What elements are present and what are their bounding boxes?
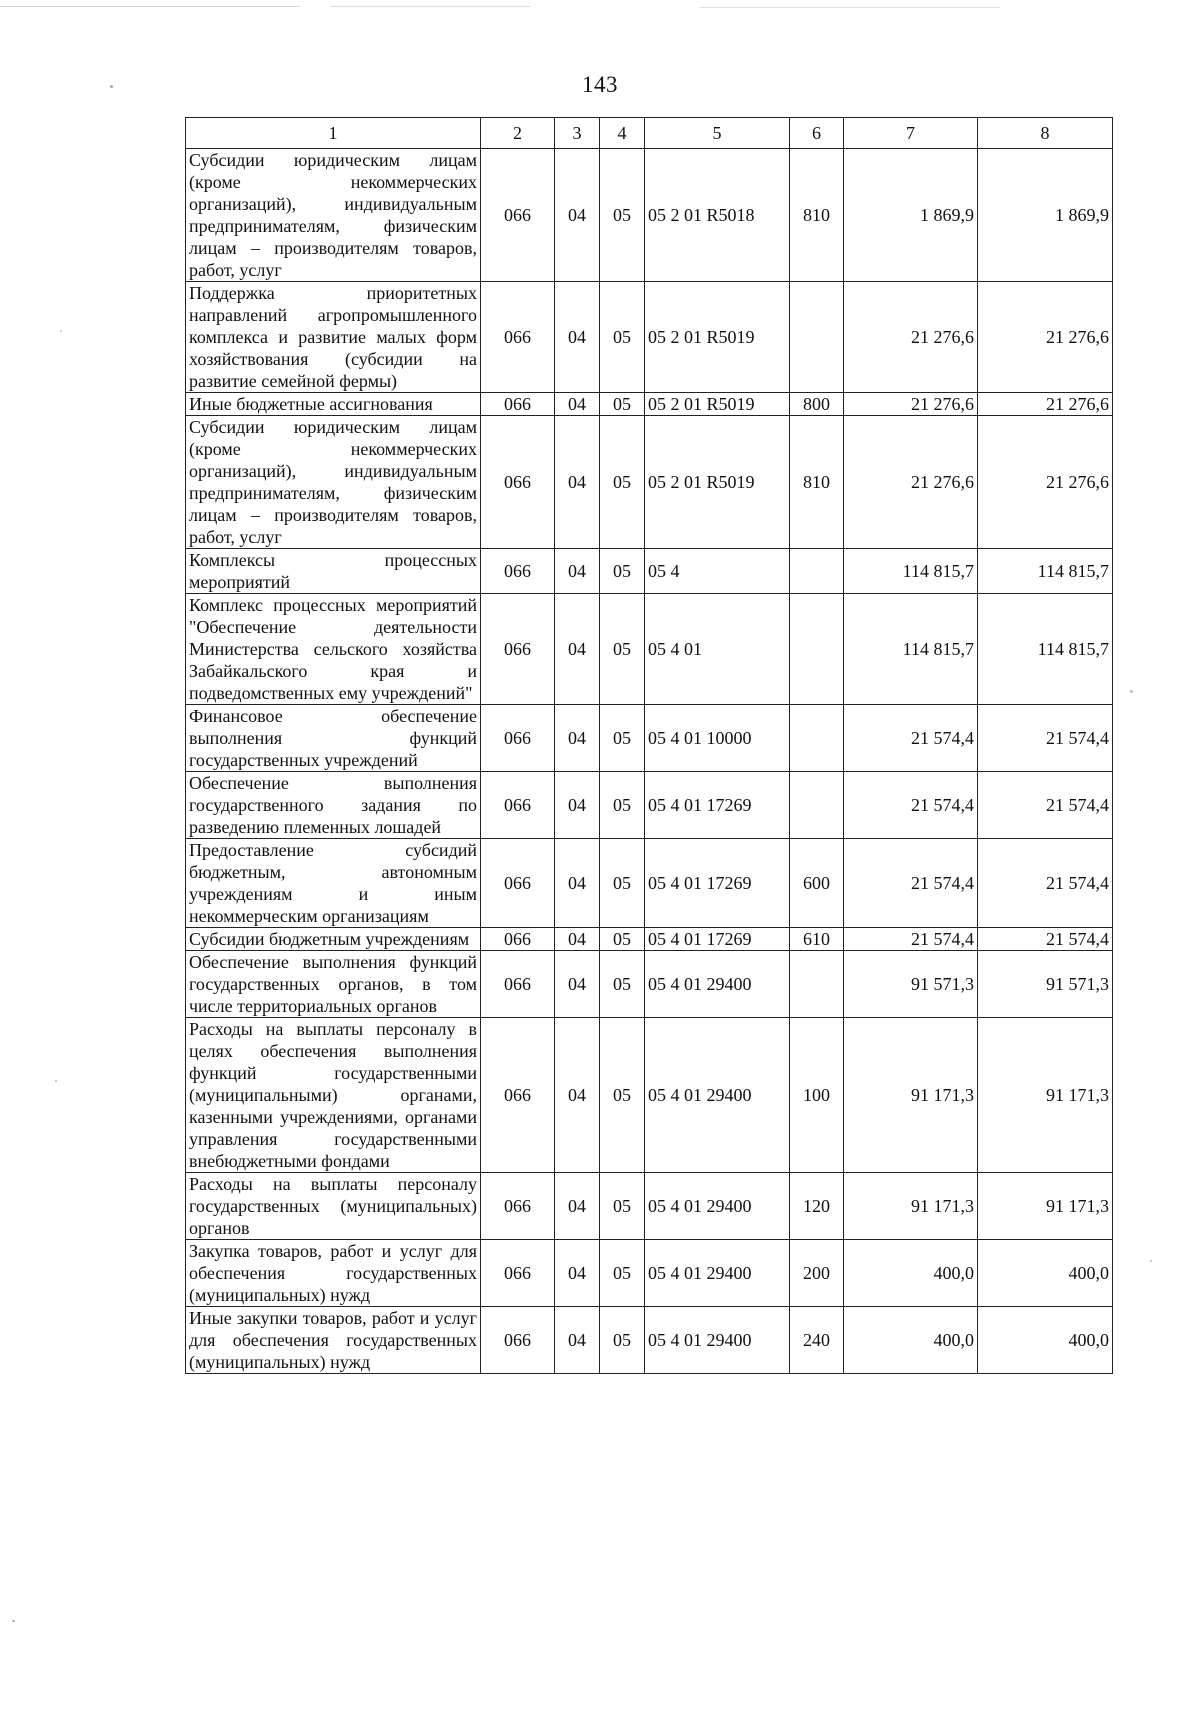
amount-col8: 21 276,6 [978, 282, 1113, 393]
section-code: 04 [555, 393, 600, 416]
expense-name: Комплекс процессных мероприятий "Обеспечение деятельности Министерства сельского хозяйства Забайкальского края и подведомственных ему учреждений" [186, 594, 481, 705]
expense-name: Комплексы процессных мероприятий [186, 549, 481, 594]
section-code: 04 [555, 839, 600, 928]
section-code: 04 [555, 705, 600, 772]
expense-name: Обеспечение выполнения функций государственных органов, в том числе территориальных органов [186, 951, 481, 1018]
section-code: 04 [555, 416, 600, 549]
expense-type-code: 800 [790, 393, 844, 416]
amount-col8: 21 574,4 [978, 839, 1113, 928]
ministry-code: 066 [481, 1018, 555, 1173]
ministry-code: 066 [481, 951, 555, 1018]
column-header: 5 [645, 118, 790, 149]
amount-col8: 114 815,7 [978, 594, 1113, 705]
scan-artifact-line [700, 7, 1000, 8]
scan-speck [12, 1620, 15, 1622]
amount-col8: 400,0 [978, 1307, 1113, 1374]
target-article-code: 05 4 01 29400 [645, 1173, 790, 1240]
budget-table [185, 117, 1113, 1374]
ministry-code: 066 [481, 594, 555, 705]
amount-col7: 21 574,4 [844, 772, 978, 839]
amount-col8: 1 869,9 [978, 149, 1113, 282]
expense-type-code [790, 705, 844, 772]
expense-type-code [790, 549, 844, 594]
expense-name: Субсидии бюджетным учреждениям [186, 928, 481, 951]
target-article-code: 05 2 01 R5019 [645, 416, 790, 549]
subsection-code: 05 [600, 928, 645, 951]
amount-col8: 91 171,3 [978, 1173, 1113, 1240]
subsection-code: 05 [600, 1240, 645, 1307]
scan-speck [55, 1080, 57, 1082]
amount-col8: 91 171,3 [978, 1018, 1113, 1173]
expense-name: Расходы на выплаты персоналу государственных (муниципальных) органов [186, 1173, 481, 1240]
expense-type-code [790, 282, 844, 393]
subsection-code: 05 [600, 393, 645, 416]
subsection-code: 05 [600, 549, 645, 594]
expense-name: Субсидии юридическим лицам (кроме некоммерческих организаций), индивидуальным предпринимателям, физическим лицам – производителям товаров, работ, услуг [186, 149, 481, 282]
amount-col7: 21 276,6 [844, 282, 978, 393]
amount-col8: 21 276,6 [978, 416, 1113, 549]
scan-speck [60, 330, 62, 332]
section-code: 04 [555, 282, 600, 393]
section-code: 04 [555, 149, 600, 282]
expense-type-code: 200 [790, 1240, 844, 1307]
amount-col7: 91 171,3 [844, 1018, 978, 1173]
subsection-code: 05 [600, 1018, 645, 1173]
table-header [186, 118, 1113, 149]
ministry-code: 066 [481, 282, 555, 393]
expense-type-code [790, 772, 844, 839]
subsection-code: 05 [600, 705, 645, 772]
expense-name: Финансовое обеспечение выполнения функций государственных учреждений [186, 705, 481, 772]
table-row [186, 393, 1113, 416]
amount-col7: 21 574,4 [844, 928, 978, 951]
expense-type-code: 610 [790, 928, 844, 951]
subsection-code: 05 [600, 416, 645, 549]
target-article-code: 05 4 01 29400 [645, 951, 790, 1018]
amount-col8: 21 574,4 [978, 928, 1113, 951]
expense-type-code [790, 951, 844, 1018]
amount-col7: 21 574,4 [844, 705, 978, 772]
column-header: 2 [481, 118, 555, 149]
table-row [186, 549, 1113, 594]
target-article-code: 05 4 01 29400 [645, 1307, 790, 1374]
amount-col7: 21 276,6 [844, 393, 978, 416]
table-row [186, 951, 1113, 1018]
ministry-code: 066 [481, 839, 555, 928]
ministry-code: 066 [481, 149, 555, 282]
scan-artifact-line [0, 6, 300, 7]
expense-type-code [790, 594, 844, 705]
target-article-code: 05 4 01 17269 [645, 839, 790, 928]
table-row [186, 705, 1113, 772]
expense-type-code: 600 [790, 839, 844, 928]
expense-name: Закупка товаров, работ и услуг для обеспечения государственных (муниципальных) нужд [186, 1240, 481, 1307]
column-header: 7 [844, 118, 978, 149]
expense-name: Обеспечение выполнения государственного задания по разведению племенных лошадей [186, 772, 481, 839]
table-row [186, 1240, 1113, 1307]
expense-name: Поддержка приоритетных направлений агропромышленного комплекса и развитие малых форм хозяйствования (субсидии на развитие семейной фермы) [186, 282, 481, 393]
section-code: 04 [555, 951, 600, 1018]
amount-col7: 91 571,3 [844, 951, 978, 1018]
expense-type-code: 100 [790, 1018, 844, 1173]
amount-col7: 400,0 [844, 1307, 978, 1374]
ministry-code: 066 [481, 1173, 555, 1240]
section-code: 04 [555, 1240, 600, 1307]
target-article-code: 05 4 01 [645, 594, 790, 705]
subsection-code: 05 [600, 149, 645, 282]
section-code: 04 [555, 549, 600, 594]
ministry-code: 066 [481, 928, 555, 951]
target-article-code: 05 4 01 17269 [645, 928, 790, 951]
section-code: 04 [555, 772, 600, 839]
ministry-code: 066 [481, 705, 555, 772]
target-article-code: 05 4 [645, 549, 790, 594]
scan-speck [1150, 1260, 1152, 1262]
expense-type-code: 240 [790, 1307, 844, 1374]
ministry-code: 066 [481, 772, 555, 839]
column-header: 6 [790, 118, 844, 149]
column-header: 4 [600, 118, 645, 149]
amount-col7: 21 276,6 [844, 416, 978, 549]
section-code: 04 [555, 1173, 600, 1240]
target-article-code: 05 2 01 R5019 [645, 282, 790, 393]
subsection-code: 05 [600, 282, 645, 393]
table-row [186, 149, 1113, 282]
expense-type-code: 810 [790, 149, 844, 282]
table-row [186, 928, 1113, 951]
column-header: 8 [978, 118, 1113, 149]
table-row [186, 594, 1113, 705]
table-body [186, 149, 1113, 1374]
amount-col7: 114 815,7 [844, 549, 978, 594]
target-article-code: 05 4 01 10000 [645, 705, 790, 772]
table-row [186, 772, 1113, 839]
page-number: 143 [582, 72, 618, 97]
amount-col8: 91 571,3 [978, 951, 1113, 1018]
subsection-code: 05 [600, 951, 645, 1018]
subsection-code: 05 [600, 1173, 645, 1240]
amount-col7: 21 574,4 [844, 839, 978, 928]
column-header: 1 [186, 118, 481, 149]
target-article-code: 05 4 01 29400 [645, 1240, 790, 1307]
expense-name: Предоставление субсидий бюджетным, автономным учреждениям и иным некоммерческим организациям [186, 839, 481, 928]
target-article-code: 05 2 01 R5018 [645, 149, 790, 282]
ministry-code: 066 [481, 393, 555, 416]
amount-col8: 21 574,4 [978, 772, 1113, 839]
expense-type-code: 120 [790, 1173, 844, 1240]
amount-col8: 114 815,7 [978, 549, 1113, 594]
table-row [186, 416, 1113, 549]
target-article-code: 05 2 01 R5019 [645, 393, 790, 416]
scan-speck [1130, 690, 1133, 693]
section-code: 04 [555, 594, 600, 705]
header-row [186, 118, 1113, 149]
ministry-code: 066 [481, 416, 555, 549]
amount-col8: 400,0 [978, 1240, 1113, 1307]
subsection-code: 05 [600, 1307, 645, 1374]
subsection-code: 05 [600, 839, 645, 928]
table-row [186, 1307, 1113, 1374]
section-code: 04 [555, 1307, 600, 1374]
amount-col7: 1 869,9 [844, 149, 978, 282]
target-article-code: 05 4 01 29400 [645, 1018, 790, 1173]
amount-col8: 21 276,6 [978, 393, 1113, 416]
amount-col8: 21 574,4 [978, 705, 1113, 772]
table-row [186, 839, 1113, 928]
subsection-code: 05 [600, 772, 645, 839]
expense-type-code: 810 [790, 416, 844, 549]
ministry-code: 066 [481, 1307, 555, 1374]
table-row [186, 1018, 1113, 1173]
column-header: 3 [555, 118, 600, 149]
amount-col7: 400,0 [844, 1240, 978, 1307]
target-article-code: 05 4 01 17269 [645, 772, 790, 839]
table-row [186, 1173, 1113, 1240]
expense-name: Иные закупки товаров, работ и услуг для обеспечения государственных (муниципальных) нужд [186, 1307, 481, 1374]
ministry-code: 066 [481, 549, 555, 594]
section-code: 04 [555, 928, 600, 951]
expense-name: Субсидии юридическим лицам (кроме некоммерческих организаций), индивидуальным предпринимателям, физическим лицам – производителям товаров, работ, услуг [186, 416, 481, 549]
subsection-code: 05 [600, 594, 645, 705]
amount-col7: 91 171,3 [844, 1173, 978, 1240]
ministry-code: 066 [481, 1240, 555, 1307]
scan-artifact-line [330, 6, 530, 7]
amount-col7: 114 815,7 [844, 594, 978, 705]
expense-name: Расходы на выплаты персоналу в целях обеспечения выполнения функций государственными (муниципальными) органами, казенными учреждениями, органами управления государственными внебюджетными фондами [186, 1018, 481, 1173]
expense-name: Иные бюджетные ассигнования [186, 393, 481, 416]
table-row [186, 282, 1113, 393]
section-code: 04 [555, 1018, 600, 1173]
